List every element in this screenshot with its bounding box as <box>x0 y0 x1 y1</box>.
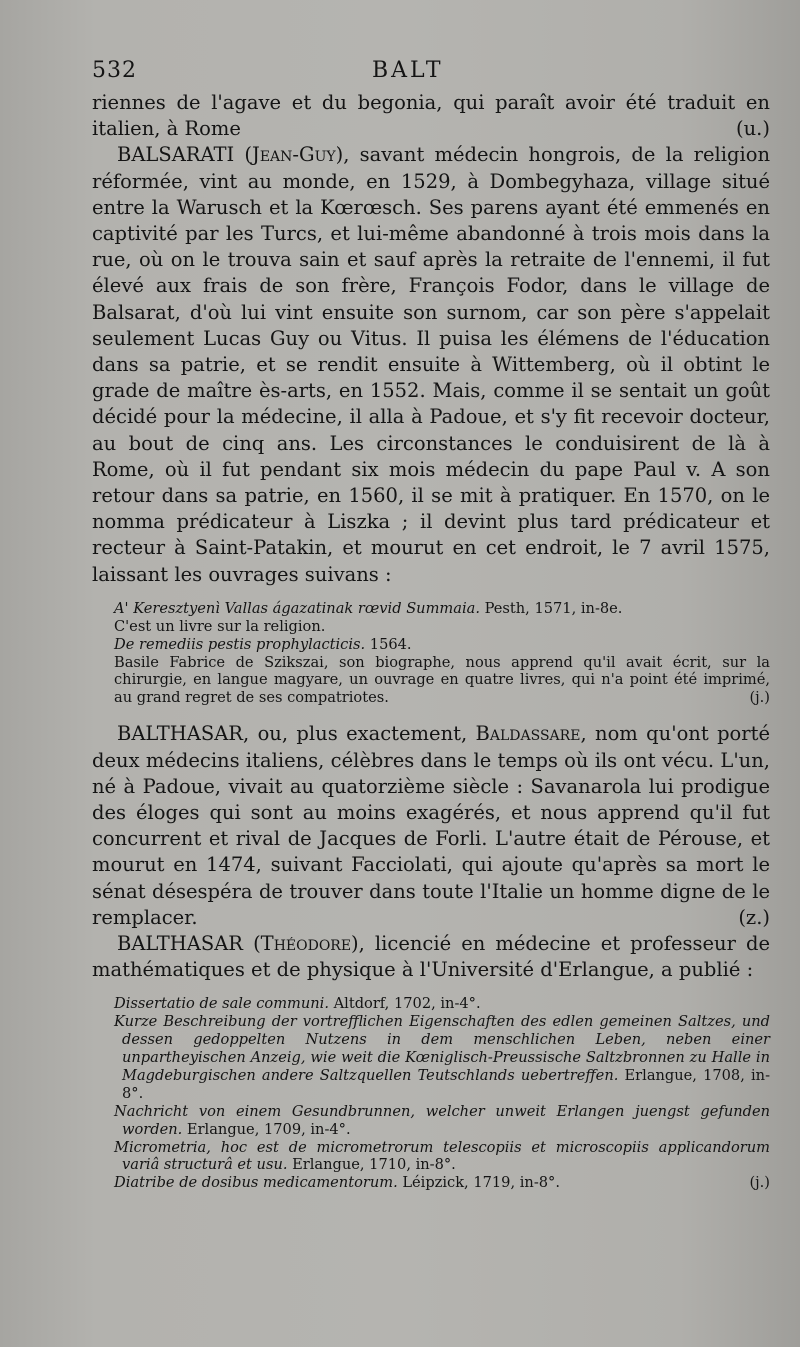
work-item: C'est un livre sur la religion. <box>114 617 326 635</box>
work-item: A' Keresztyenì Vallas ágazatinak rœvid Summaia. Pesth, 1571, in-8e. <box>114 599 623 617</box>
work-item: Nachricht von einem Gesundbrunnen, welcher unweit Erlangen juengst gefunden worden. Erlangue, 1709, in-4°. <box>114 1102 770 1138</box>
work-item: Kurze Beschreibung der vortrefflichen Eigenschaften des edlen gemeinen Saltzes, und dessen gedoppelten Nutzens in dem menschlichen Leben, neben einer unpartheyischen Anzeig, wie weit die Kœniglisch-Preussische Saltzbronnen zu Halle in Magdeburgischen andere Saltzquellen Teutschlands uebertreffen. Erlangue, 1708, in-8°. <box>114 1013 770 1102</box>
continuation-text: riennes de l'agave et du begonia, qui paraît avoir été traduit en italien, à Rome <box>92 91 770 141</box>
entry-balthasar-baldassare: BALTHASAR, ou, plus exactement, Baldassare, nom qu'ont porté deux médecins italiens, célèbres dans le temps où ils ont vécu. L'un, né à Padoue, vivait au quatorzième siècle : Savanarola lui prodigue des éloges qui sont au moins exagérés, et nous apprend qu'il fut concurrent et rival de Jacques de Forli. L'autre était de Pérouse, et mourut en 1474, suivant Facciolati, qui ajoute qu'après sa mort le sénat désespéra de trouver dans toute l'Italie un homme digne de le remplacer. (z.) <box>92 721 770 931</box>
entry-theodore-name: BALTHASAR <box>117 931 243 955</box>
page-header <box>92 58 770 90</box>
entry-balsarati-given: (Jean-Guy) <box>244 143 344 167</box>
theodore-works <box>114 995 770 1192</box>
entry-theodore-given: (Théodore) <box>253 931 359 955</box>
entry-balsarati-text: , savant médecin hongrois, de la religion réformée, vint au monde, en 1529, à Dombegyhaza, village situé entre la Warusch et la Kœrœsch. Ses parens ayant été emmenés en captivité par les Turcs, et lui-même abandonné à trois mois dans la rue, où on le trouva sain et sauf après la retraite de l'ennemi, il fut élevé aux frais de son frère, François Fodor, dans le village de Balsarat, d'où lui vint ensuite son surnom, car son père s'appelait seulement Lucas Guy ou Vitus. Il puisa les élémens de l'éducation dans sa patrie, et se rendit ensuite à Wittemberg, où il obtint le grade de maître ès-arts, en 1552. Mais, comme il se sentait un goût décidé pour la médecine, il alla à Padoue, et s'y fit recevoir docteur, au bout de cinq ans. Les circonstances le conduisirent de là à Rome, où il fut pendant six mois médecin du pape Paul v. A son retour dans sa patrie, en 1560, il se mit à pratiquer. En 1570, on le nomma prédicateur à Liszka ; il devint plus tard prédicateur et recteur à Saint-Patakin, et mourut en cet endroit, le 7 avril 1575, laissant les ouvrages suivans : <box>92 143 770 586</box>
entry-balthasar-theodore: BALTHASAR (Théodore), licencié en médecine et professeur de mathématiques et de physique à l'Université d'Erlangue, a publié : <box>92 931 771 982</box>
continuation-signature: (u.) <box>736 117 770 141</box>
work-item: Diatribe de dosibus medicamentorum. Léipzick, 1719, in-8°. (j.) <box>114 1174 770 1192</box>
work-item: Micrometria, hoc est de micrometrorum telescopiis et microscopiis applicandorum variâ structurâ et usu. Erlangue, 1710, in-8°. <box>114 1138 770 1174</box>
entry-balthasar-alt-name: Baldassare <box>475 722 581 746</box>
running-head: BALT <box>372 58 444 83</box>
balsarati-note: Basile Fabrice de Szikszai, son biographe, nous apprend qu'il avait écrit, sur la chirurgie, en langue magyare, un ouvrage en quatre livres, qui n'a point été imprimé, au grand regret de ses compatriotes. (j.) <box>114 653 770 707</box>
entry-balthasar-signature: (z.) <box>738 905 770 929</box>
work-item: Dissertatio de sale communi. Altdorf, 1702, in-4°. <box>114 995 481 1013</box>
entry-balthasar-name: BALTHASAR <box>117 722 243 746</box>
continuation-paragraph <box>92 90 770 142</box>
balsarati-works <box>114 600 770 707</box>
page-number: 532 <box>92 58 137 83</box>
work-item: De remediis pestis prophylacticis. 1564. <box>114 635 412 653</box>
entry-balsarati <box>92 142 770 587</box>
page-body <box>92 90 770 1192</box>
balsarati-note-signature: (j.) <box>749 689 770 707</box>
entry-balsarati-name: BALSARATI <box>117 143 235 167</box>
theodore-works-signature: (j.) <box>749 1174 770 1192</box>
